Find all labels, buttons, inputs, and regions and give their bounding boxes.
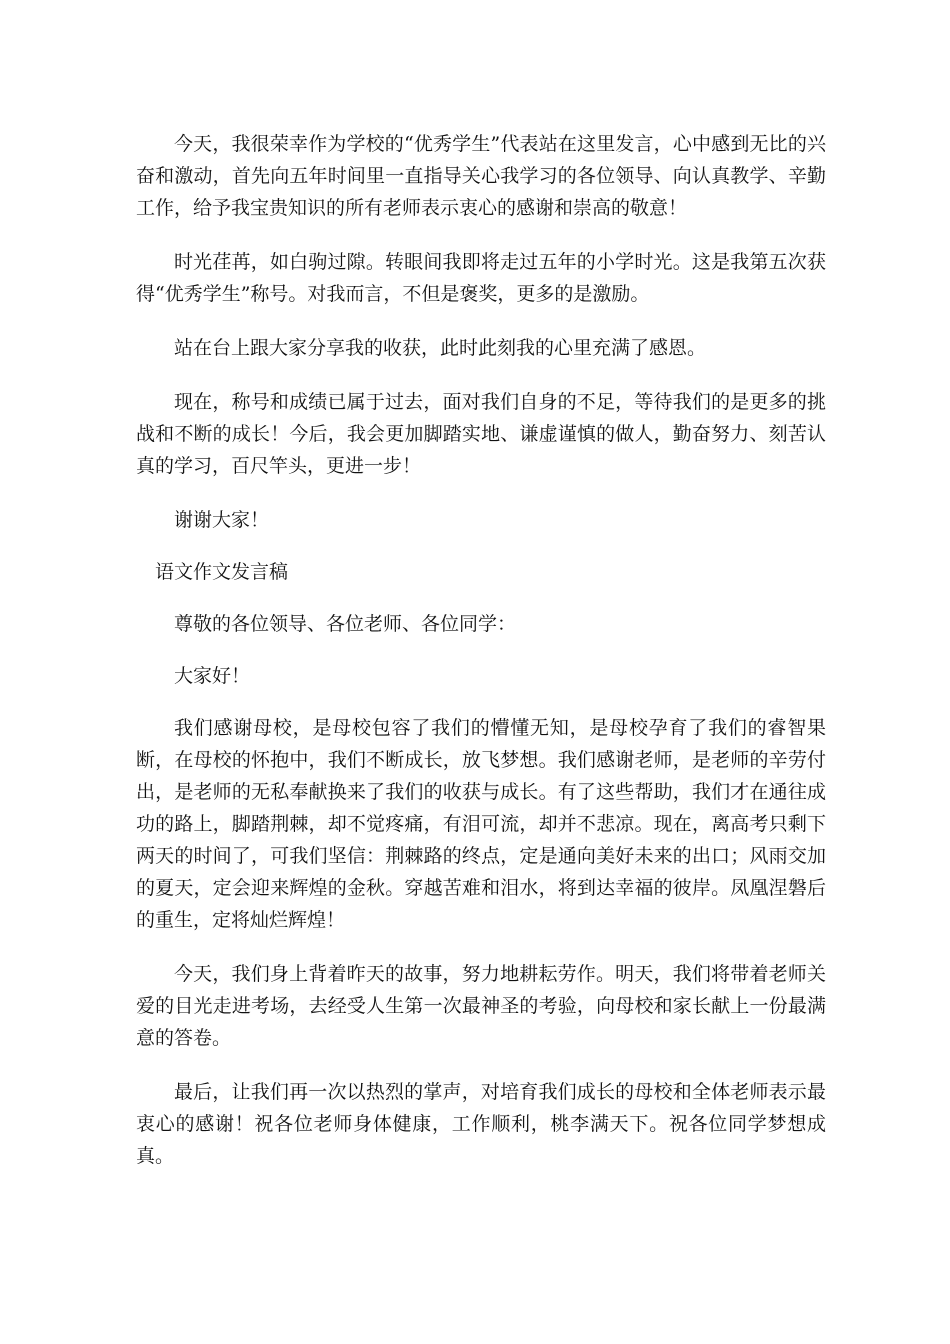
paragraph-future: 现在，称号和成绩已属于过去，面对我们自身的不足，等待我们的是更多的挑战和不断的成长！今后，我会更加脚踏实地、谦虚谨慎的做人，勤奋努力、刻苦认真的学习，百尺竿头，更进一步！ — [136, 391, 826, 477]
paragraph-greeting: 大家好！ — [174, 665, 251, 687]
paragraph-salutation: 尊敬的各位领导、各位老师、各位同学： — [174, 613, 517, 635]
document-body — [136, 128, 826, 1172]
paragraph-gratitude: 站在台上跟大家分享我的收获，此时此刻我的心里充满了感恩。 — [174, 337, 707, 359]
paragraph-today-tomorrow: 今天，我们身上背着昨天的故事，努力地耕耘劳作。明天，我们将带着老师关爱的目光走进考场，去经受人生第一次最神圣的考验，向母校和家长献上一份最满意的答卷。 — [136, 963, 826, 1049]
section-heading: 语文作文发言稿 — [155, 561, 289, 583]
paragraph-honor-intro: 今天，我很荣幸作为学校的“优秀学生”代表站在这里发言，心中感到无比的兴奋和激动，首先向五年时间里一直指导关心我学习的各位领导、向认真教学、辛勤工作，给予我宝贵知识的所有老师表示衷心的感谢和崇高的敬意！ — [136, 133, 826, 219]
paragraph-closing: 最后，让我们再一次以热烈的掌声，对培育我们成长的母校和全体老师表示最衷心的感谢！祝各位老师身体健康，工作顺利，桃李满天下。祝各位同学梦想成真。 — [136, 1081, 826, 1167]
paragraph-thank-school: 我们感谢母校，是母校包容了我们的懵懂无知，是母校孕育了我们的睿智果断，在母校的怀抱中，我们不断成长，放飞梦想。我们感谢老师，是老师的辛劳付出，是老师的无私奉献换来了我们的收获与成长。有了这些帮助，我们才在通往成功的路上，脚踏荆棘，却不觉疼痛，有泪可流，却并不悲凉。现在，离高考只剩下两天的时间了，可我们坚信：荆棘路的终点，定是通向美好未来的出口；风雨交加的夏天，定会迎来辉煌的金秋。穿越苦难和泪水，将到达幸福的彼岸。凤凰涅磐后的重生，定将灿烂辉煌！ — [136, 717, 826, 931]
paragraph-time-passes: 时光荏苒，如白驹过隙。转眼间我即将走过五年的小学时光。这是我第五次获得“优秀学生”称号。对我而言，不但是褒奖，更多的是激励。 — [136, 251, 826, 305]
paragraph-thanks: 谢谢大家！ — [174, 509, 270, 531]
